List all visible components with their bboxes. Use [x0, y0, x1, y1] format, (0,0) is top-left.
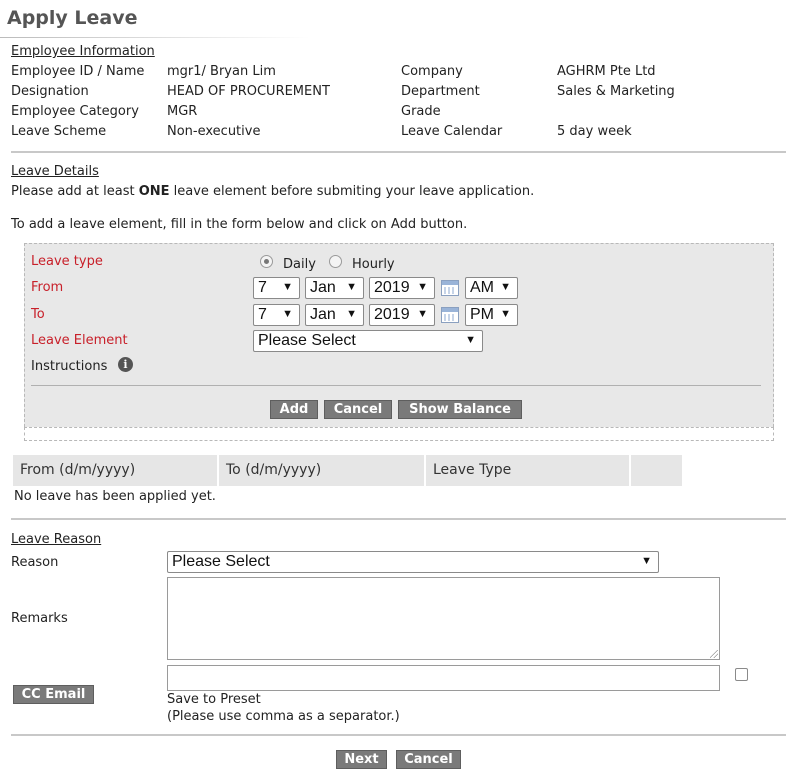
- leave-type-label: Leave type: [31, 254, 103, 269]
- leave-details-heading: Leave Details: [11, 164, 99, 179]
- designation-label: Designation: [11, 84, 89, 99]
- resize-grip-icon[interactable]: [709, 649, 719, 659]
- hourly-radio[interactable]: [329, 255, 342, 268]
- to-month-select[interactable]: Jan ▼: [305, 304, 364, 326]
- department-value: Sales & Marketing: [557, 84, 675, 99]
- employee-category-label: Employee Category: [11, 104, 139, 119]
- save-preset-checkbox[interactable]: [735, 668, 748, 681]
- leave-element-select[interactable]: Please Select ▼: [253, 330, 483, 352]
- chevron-down-icon: ▼: [500, 308, 511, 320]
- to-label: To: [31, 307, 45, 322]
- chevron-down-icon: ▼: [346, 308, 357, 320]
- cc-email-button[interactable]: CC Email: [13, 685, 94, 704]
- chevron-down-icon: ▼: [417, 308, 428, 320]
- chevron-down-icon: ▼: [417, 281, 428, 293]
- from-year-select[interactable]: 2019 ▼: [369, 277, 435, 299]
- company-value: AGHRM Pte Ltd: [557, 64, 656, 79]
- title-divider: [0, 37, 310, 38]
- from-day-select[interactable]: 7 ▼: [253, 277, 300, 299]
- leave-scheme-label: Leave Scheme: [11, 124, 107, 139]
- hourly-label: Hourly: [352, 257, 395, 272]
- leave-calendar-label: Leave Calendar: [401, 124, 503, 139]
- table-header-actions: [631, 455, 682, 486]
- grade-label: Grade: [401, 104, 441, 119]
- chevron-down-icon: ▼: [282, 308, 293, 320]
- table-header-to: To (d/m/yyyy): [219, 455, 424, 486]
- chevron-down-icon: ▼: [282, 281, 293, 293]
- chevron-down-icon: ▼: [500, 281, 511, 293]
- chevron-down-icon: ▼: [641, 555, 652, 567]
- cancel-button[interactable]: Cancel: [396, 750, 461, 769]
- calendar-icon[interactable]: [441, 307, 459, 323]
- employee-info-heading: Employee Information: [11, 44, 155, 59]
- cc-email-input[interactable]: [167, 665, 720, 691]
- section-divider: [11, 518, 786, 520]
- add-button[interactable]: Add: [270, 400, 318, 419]
- calendar-icon[interactable]: [441, 280, 459, 296]
- info-icon[interactable]: i: [118, 357, 133, 372]
- table-header-leave-type: Leave Type: [426, 455, 629, 486]
- reason-label: Reason: [11, 555, 59, 570]
- remarks-textarea[interactable]: [167, 577, 720, 660]
- leave-calendar-value: 5 day week: [557, 124, 632, 139]
- form-divider: [31, 385, 761, 386]
- reason-select[interactable]: Please Select ▼: [167, 551, 659, 573]
- separator-note: (Please use comma as a separator.): [167, 709, 400, 724]
- employee-id-value: mgr1/ Bryan Lim: [167, 64, 276, 79]
- leave-details-note: Please add at least ONE leave element before submiting your leave application.: [11, 184, 535, 199]
- leave-reason-heading: Leave Reason: [11, 532, 102, 547]
- company-label: Company: [401, 64, 463, 79]
- from-ampm-select[interactable]: AM ▼: [465, 277, 518, 299]
- section-divider: [11, 151, 786, 153]
- department-label: Department: [401, 84, 480, 99]
- instructions-label: Instructions: [31, 359, 108, 374]
- designation-value: HEAD OF PROCUREMENT: [167, 84, 330, 99]
- daily-radio[interactable]: [260, 255, 273, 268]
- daily-label: Daily: [283, 257, 316, 272]
- cancel-element-button[interactable]: Cancel: [324, 400, 392, 419]
- employee-category-value: MGR: [167, 104, 198, 119]
- to-ampm-select[interactable]: PM ▼: [465, 304, 518, 326]
- save-preset-label: Save to Preset: [167, 692, 261, 707]
- to-day-select[interactable]: 7 ▼: [253, 304, 300, 326]
- next-button[interactable]: Next: [336, 750, 387, 769]
- employee-id-label: Employee ID / Name: [11, 64, 145, 79]
- chevron-down-icon: ▼: [465, 334, 476, 346]
- leave-details-instruction: To add a leave element, fill in the form below and click on Add button.: [11, 217, 468, 232]
- from-month-select[interactable]: Jan ▼: [305, 277, 364, 299]
- to-year-select[interactable]: 2019 ▼: [369, 304, 435, 326]
- chevron-down-icon: ▼: [346, 281, 357, 293]
- section-divider: [11, 734, 786, 736]
- leave-element-label: Leave Element: [31, 333, 128, 348]
- leave-element-form-footer: [24, 427, 774, 441]
- table-header-from: From (d/m/yyyy): [13, 455, 217, 486]
- empty-table-message: No leave has been applied yet.: [14, 489, 216, 504]
- leave-scheme-value: Non-executive: [167, 124, 261, 139]
- page-title: Apply Leave: [7, 7, 138, 29]
- remarks-label: Remarks: [11, 611, 68, 626]
- show-balance-button[interactable]: Show Balance: [398, 400, 522, 419]
- from-label: From: [31, 280, 64, 295]
